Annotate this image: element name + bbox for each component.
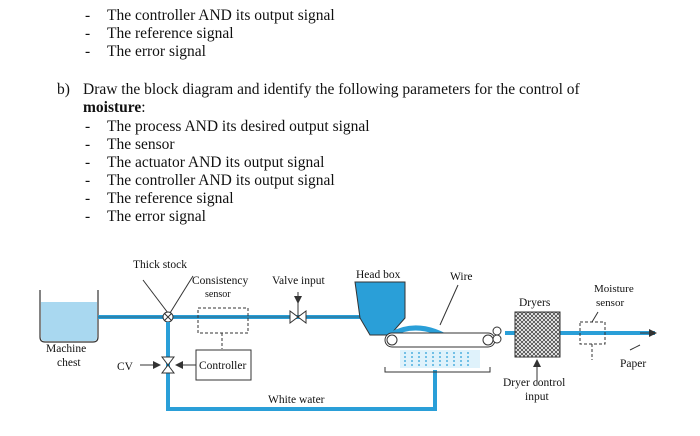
bullet: - bbox=[85, 43, 91, 60]
cv-label: CV bbox=[117, 361, 133, 373]
thick-stock-lines bbox=[143, 276, 193, 313]
bullet: - bbox=[85, 172, 91, 189]
list-item: The reference signal bbox=[107, 25, 234, 42]
consistency-sensor-label-2: sensor bbox=[205, 289, 231, 300]
question-keyword: moisture bbox=[83, 99, 142, 116]
wire-label: Wire bbox=[450, 271, 473, 283]
paper-output bbox=[630, 333, 656, 350]
bullet: - bbox=[85, 136, 91, 153]
bullet: - bbox=[85, 154, 91, 171]
list-item: The controller AND its output signal bbox=[107, 172, 335, 189]
list-item: The reference signal bbox=[107, 190, 234, 207]
machine-chest-label: Machine bbox=[46, 343, 87, 355]
thick-stock-label: Thick stock bbox=[133, 259, 187, 271]
question-text: Draw the block diagram and identify the following parameters for the control of bbox=[83, 81, 580, 98]
machine-chest-label-2: chest bbox=[57, 357, 81, 369]
dryer-control-label-2: input bbox=[525, 391, 549, 403]
list-item: The error signal bbox=[107, 43, 206, 60]
moisture-sensor bbox=[580, 312, 605, 360]
moisture-sensor-label-2: sensor bbox=[596, 297, 625, 309]
mixing-junction bbox=[163, 312, 173, 322]
head-box-label: Head box bbox=[356, 269, 401, 281]
list-item: The controller AND its output signal bbox=[107, 7, 335, 24]
dryers bbox=[515, 312, 560, 385]
question-colon: : bbox=[141, 99, 146, 116]
moisture-sensor-label: Moisture bbox=[594, 283, 634, 295]
bullet: - bbox=[85, 208, 91, 225]
white-water-label: White water bbox=[268, 394, 325, 406]
controller-label: Controller bbox=[199, 360, 247, 372]
dryers-label: Dryers bbox=[519, 297, 551, 309]
list-item: The actuator AND its output signal bbox=[107, 154, 325, 171]
consistency-sensor bbox=[198, 308, 248, 349]
bullet: - bbox=[85, 190, 91, 207]
control-valve bbox=[140, 357, 196, 373]
bullet: - bbox=[85, 7, 91, 24]
list-item: The sensor bbox=[107, 136, 175, 153]
valve-input-label: Valve input bbox=[272, 275, 325, 287]
paper-label: Paper bbox=[620, 358, 647, 370]
dryer-control-label: Dryer control bbox=[503, 377, 566, 389]
bullet: - bbox=[85, 25, 91, 42]
list-item: The process AND its desired output signal bbox=[107, 118, 370, 135]
bullet: - bbox=[85, 118, 91, 135]
list-item: The error signal bbox=[107, 208, 206, 225]
consistency-sensor-label: Consistency bbox=[192, 275, 249, 287]
question-label: b) bbox=[57, 81, 70, 98]
machine-chest bbox=[40, 290, 98, 342]
